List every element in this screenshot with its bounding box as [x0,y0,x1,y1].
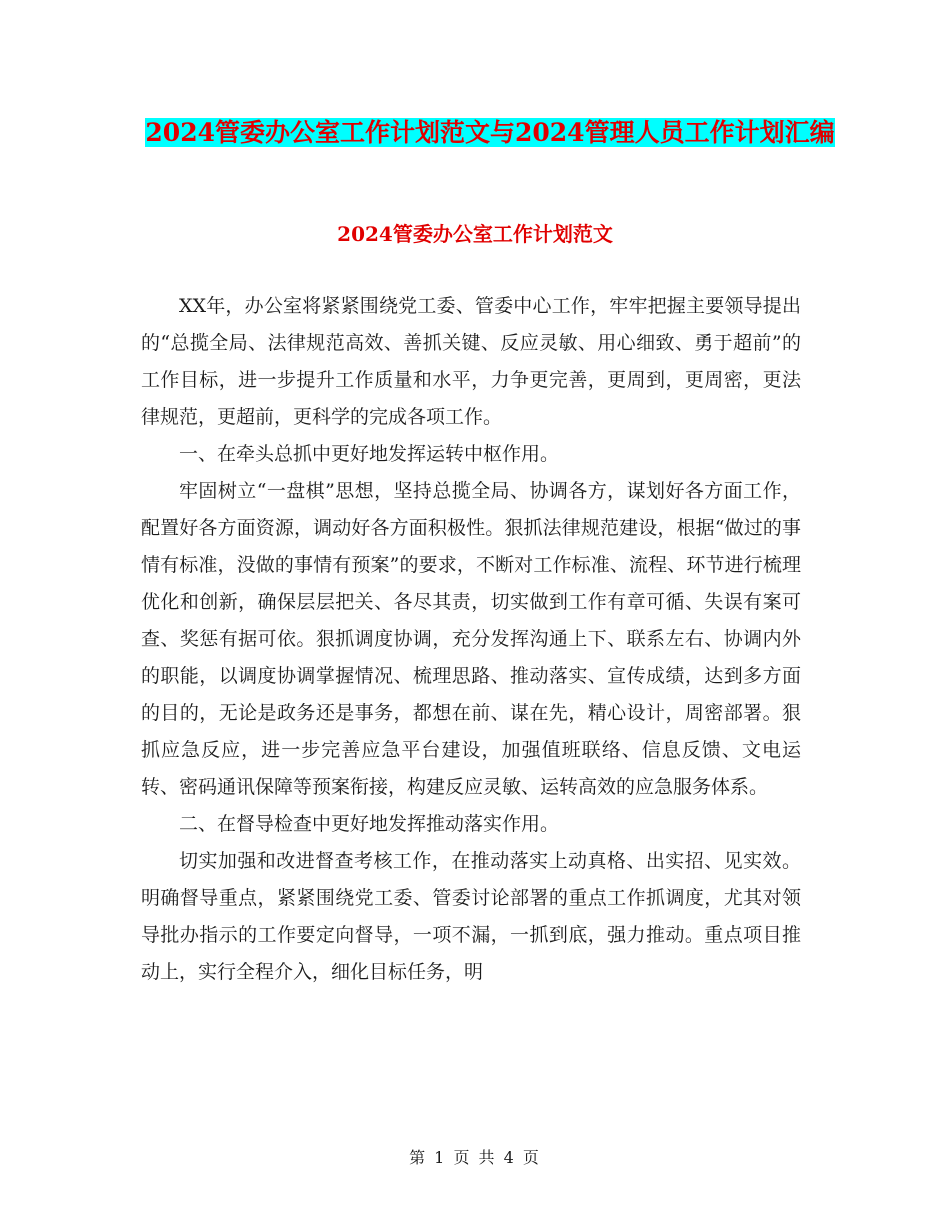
document-title-text: 2024管委办公室工作计划范文与2024管理人员工作计划汇编 [145,118,835,147]
document-title [140,108,840,158]
paragraph-heading-2: 二、在督导检查中更好地发挥推动落实作用。 [179,813,560,835]
document-body [141,288,801,991]
paragraph-heading-1: 一、在牵头总抓中更好地发挥运转中枢作用。 [179,443,560,465]
paragraph-section-2: 切实加强和改进督查考核工作，在推动落实上动真格、出实招、见实效。明确督导重点，紧紧围绕党工委、管委讨论部署的重点工作抓调度，尤其对领导批办指示的工作要定向督导，一项不漏，一抓到底，强力推动。重点项目推动上，实行全程介入，细化目标任务，明 [141,850,801,983]
section-title: 2024管委办公室工作计划范文 [337,222,613,246]
page-footer: 第 1 页 共 4 页 [409,1148,541,1167]
paragraph-intro: XX年，办公室将紧紧围绕党工委、管委中心工作，牢牢把握主要领导提出的“总揽全局、法律规范高效、善抓关键、反应灵敏、用心细致、勇于超前”的工作目标，进一步提升工作质量和水平，力争更完善，更周到，更周密，更法律规范，更超前，更科学的完成各项工作。 [141,295,801,428]
paragraph-section-1: 牢固树立“一盘棋”思想，坚持总揽全局、协调各方，谋划好各方面工作，配置好各方面资源，调动好各方面积极性。狠抓法律规范建设，根据“做过的事情有标准，没做的事情有预案”的要求，不断对工作标准、流程、环节进行梳理优化和创新，确保层层把关、各尽其责，切实做到工作有章可循、失误有案可查、奖惩有据可依。狠抓调度协调，充分发挥沟通上下、联系左右、协调内外的职能，以调度协调掌握情况、梳理思路、推动落实、宣传成绩，达到多方面的目的，无论是政务还是事务，都想在前、谋在先，精心设计，周密部署。狠抓应急反应，进一步完善应急平台建设，加强值班联络、信息反馈、文电运转、密码通讯保障等预案衔接，构建反应灵敏、运转高效的应急服务体系。 [141,480,801,798]
